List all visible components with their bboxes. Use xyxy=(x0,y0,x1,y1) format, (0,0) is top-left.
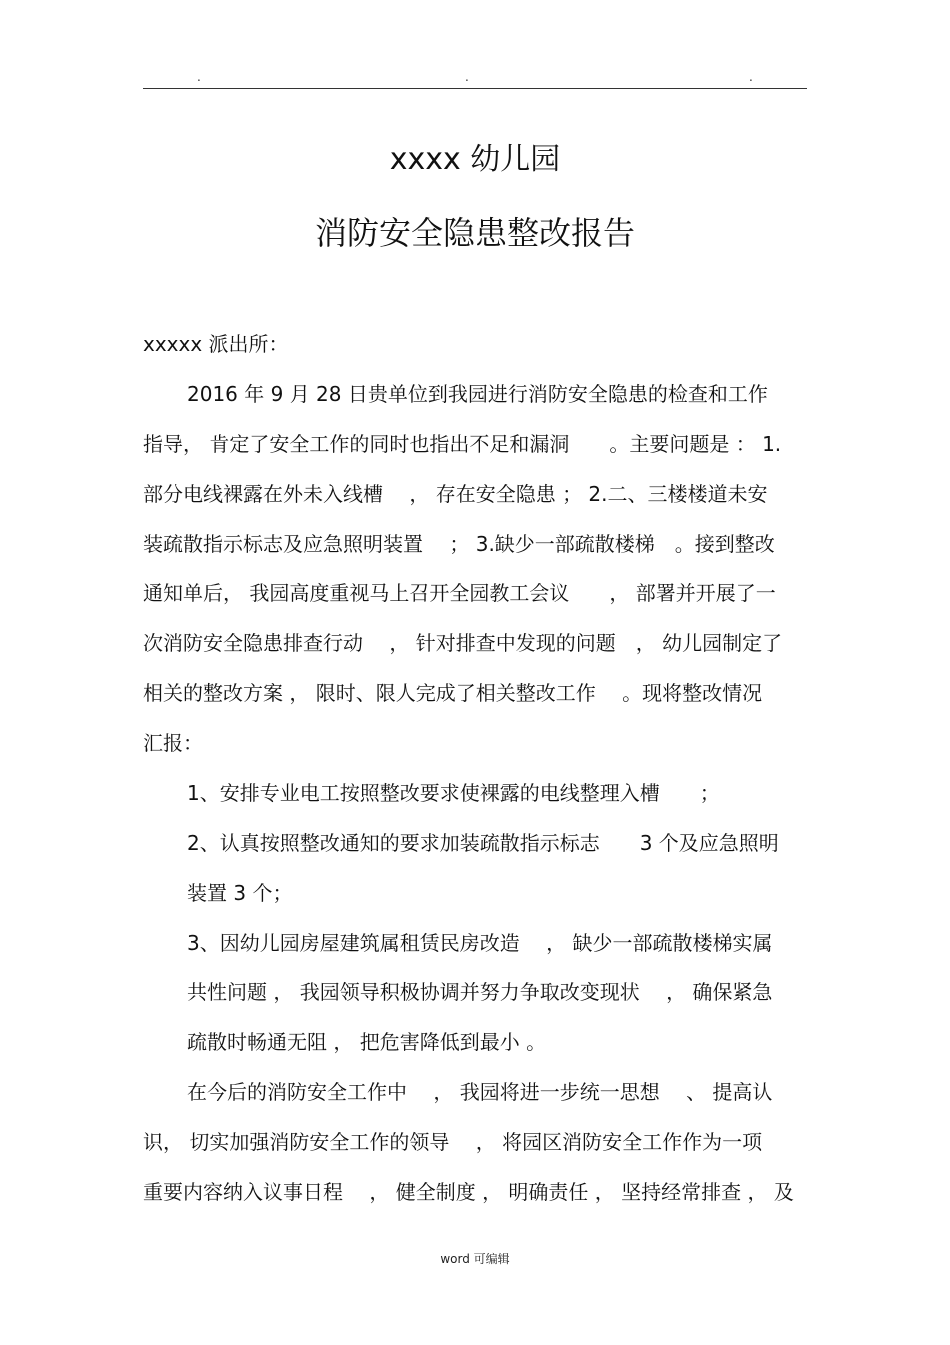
list-item: 1、安排专业电工按照整改要求使裸露的电线整理入槽 ； xyxy=(187,781,720,805)
salutation: xxxxx 派出所： xyxy=(143,332,289,356)
document-title-line-1: xxxx 幼儿园 xyxy=(389,142,561,177)
header-dot: . xyxy=(465,70,469,84)
body-line: 汇报： xyxy=(143,731,203,755)
list-item: 3、因幼儿园房屋建筑属租赁民房改造 ， 缺少一部疏散楼梯实属 xyxy=(187,931,773,955)
body-line: 部分电线裸露在外未入线槽 ， 存在安全隐患 ； 2.二、三楼楼道未安 xyxy=(143,482,768,506)
body-line: 重要内容纳入议事日程 ， 健全制度 ， 明确责任 ， 坚持经常排查 ， 及 xyxy=(143,1180,794,1204)
body-line: 识， 切实加强消防安全工作的领导 ， 将园区消防安全工作作为一项 xyxy=(143,1130,763,1154)
list-item-continuation: 装置 3 个； xyxy=(187,881,293,905)
body-line: 2016 年 9 月 28 日贵单位到我园进行消防安全隐患的检查和工作 xyxy=(187,382,768,406)
header-dot: . xyxy=(197,70,201,84)
document-title-line-2: 消防安全隐患整改报告 xyxy=(314,214,635,252)
list-item-continuation: 疏散时畅通无阻 ， 把危害降低到最小 。 xyxy=(187,1030,547,1054)
list-item-continuation: 共性问题 ， 我园领导积极协调并努力争取改变现状 ， 确保紧急 xyxy=(187,980,773,1004)
body-line: 次消防安全隐患排查行动 ， 针对排查中发现的问题 ， 幼儿园制定了 xyxy=(143,631,783,655)
body-line: 相关的整改方案 ， 限时、限人完成了相关整改工作 。现将整改情况 xyxy=(143,681,763,705)
body-line: 通知单后， 我园高度重视马上召开全园教工会议 ， 部署并开展了一 xyxy=(143,581,776,605)
header-dot: . xyxy=(749,70,753,84)
body-line: 装疏散指示标志及应急照明装置 ； 3.缺少一部疏散楼梯 。接到整改 xyxy=(143,532,775,556)
body-line: 在今后的消防安全工作中 ， 我园将进一步统一思想 、 提高认 xyxy=(187,1080,773,1104)
body-line: 指导， 肯定了安全工作的同时也指出不足和漏洞 。主要问题是 ： 1. xyxy=(143,432,782,456)
list-item: 2、认真按照整改通知的要求加装疏散指示标志 3 个及应急照明 xyxy=(187,831,779,855)
footer-label: word 可编辑 xyxy=(440,1252,510,1266)
header-dots xyxy=(143,70,807,84)
header-rule xyxy=(143,88,807,89)
